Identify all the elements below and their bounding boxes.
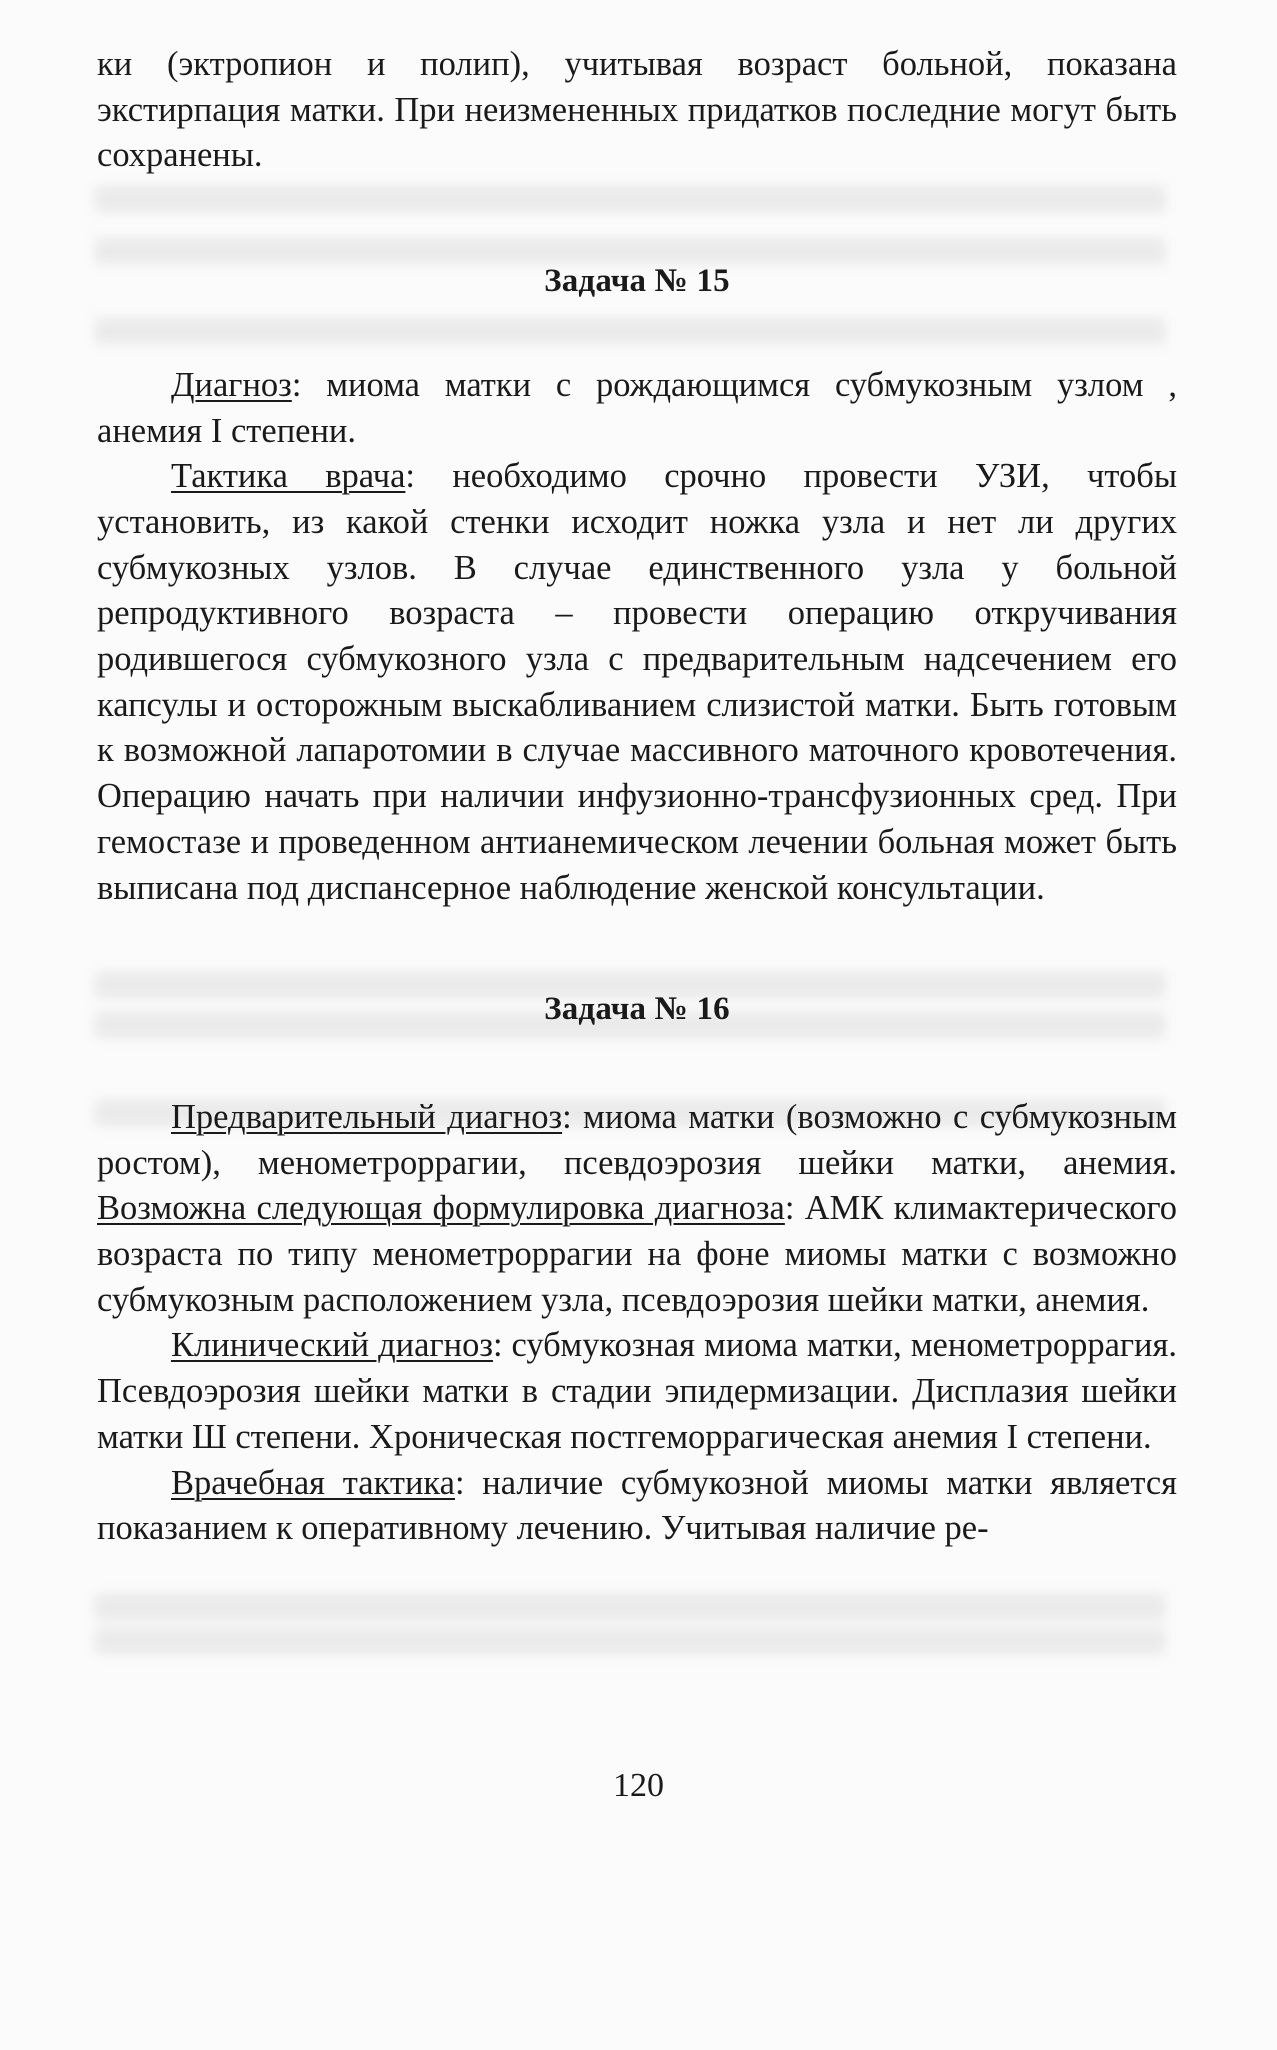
task-16-alternative-text: : АМК климактерического возраста по типу менометроррагии на фоне миомы матки с возможно субмукозным расположением узла, псевдоэрозия шейки матки, анемия. bbox=[97, 1189, 1177, 1319]
page-content bbox=[97, 42, 1177, 1552]
bleed-through-line bbox=[95, 1594, 1165, 1620]
task-16-heading: Задача № 16 bbox=[544, 991, 730, 1028]
task-15-diagnosis-paragraph bbox=[97, 363, 1177, 454]
task-16-preliminary-label: Предварительный диагноз bbox=[171, 1097, 563, 1136]
bleed-through-line bbox=[95, 1628, 1165, 1654]
task-15-diagnosis-text: : миома матки с рождающимся субмукозным узлом , анемия I степени. bbox=[97, 365, 1177, 450]
task-16-tactics-paragraph bbox=[97, 1461, 1177, 1552]
task-15-tactics-text: : необходимо срочно провести УЗИ, чтобы установить, из какой стенки исходит ножка узла и нет ли других субмукозных узлов. В случае единственного узла у больной репродуктивного возраста – провести операцию откручивания родившегося субмукозного узла с предварительным надсечением его капсулы и осторожным выскабливанием слизистой матки. Быть готовым к возможной лапаротомии в случае массивного маточного кровотечения. Операцию начать при наличии инфузионно-трансфузионных сред. При гемостазе и проведенном антианемическом лечении больная может быть выписана под диспансерное наблюдение женской консультации. bbox=[97, 457, 1178, 907]
task-16-preliminary-text: : миома матки (возможно с субмукозным ростом), менометроррагии, псевдоэрозия шейки матки, анемия. bbox=[97, 1097, 1178, 1182]
task-16-alternative-label: Возможна следующая формулировка диагноза bbox=[97, 1189, 785, 1228]
task-16-tactics-label: Врачебная тактика bbox=[171, 1463, 455, 1502]
task-15-tactics-label: Тактика врача bbox=[171, 457, 406, 496]
task-16-clinical-label: Клинический диагноз bbox=[171, 1326, 493, 1365]
task-15-tactics-paragraph bbox=[97, 454, 1177, 911]
task-15-diagnosis-label: Диагноз bbox=[171, 365, 292, 404]
task-16-clinical-paragraph bbox=[97, 1323, 1177, 1460]
intro-paragraph: ки (эктропион и полип), учитывая возраст больной, показана экстирпация матки. При неизмененных придатков последние могут быть сохранены. bbox=[97, 45, 1177, 175]
task-16-preliminary-paragraph bbox=[97, 1095, 1177, 1324]
page-number: 120 bbox=[613, 1767, 664, 1804]
task-16-clinical-text: : субмукозная миома матки, менометроррагия. Псевдоэрозия шейки матки в стадии эпидермизации. Дисплазия шейки матки Ш степени. Хроническая постгеморрагическая анемия I степени. bbox=[97, 1326, 1177, 1456]
task-15-heading: Задача № 15 bbox=[544, 263, 730, 300]
task-16-tactics-text: : наличие субмукозной миомы матки является показанием к оперативному лечению. Учитывая наличие ре- bbox=[97, 1463, 1178, 1548]
